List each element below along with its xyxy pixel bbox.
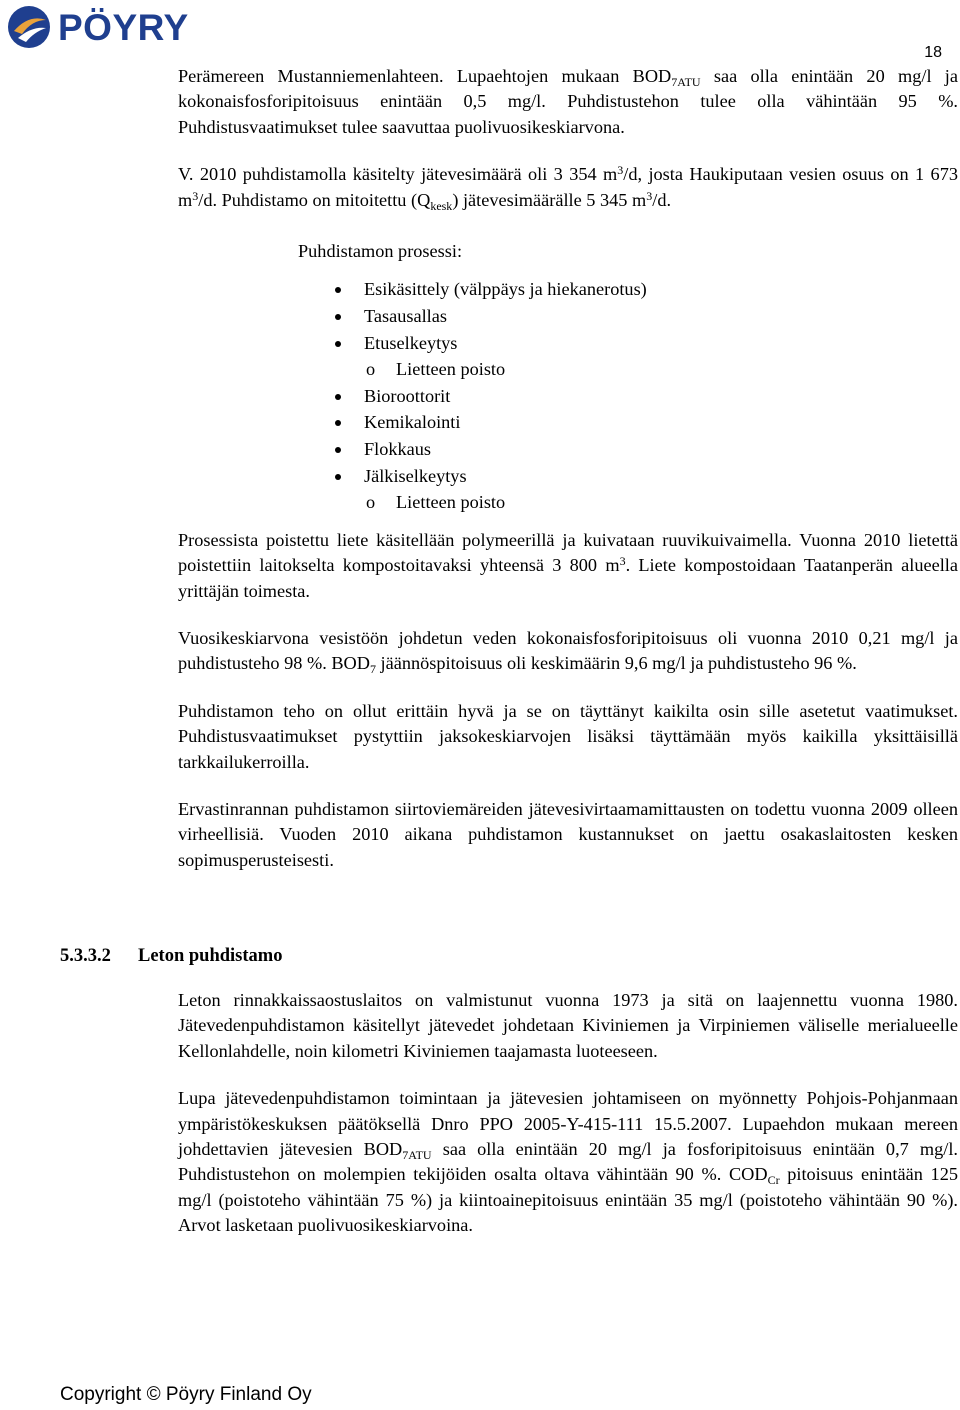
- section-heading: [60, 946, 282, 967]
- list-item: Jälkiselkeytys: [332, 463, 958, 490]
- sub-list-item: o Lietteen poisto: [366, 359, 506, 380]
- list-item: Etuselkeytys: [332, 330, 958, 357]
- list-item: Tasausallas: [332, 303, 958, 330]
- company-logo: [6, 4, 189, 50]
- measurement-paragraph: Ervastinrannan puhdistamon siirtoviemäreiden jätevesivirtaamamittausten on todettu vuonna 2009 olleen virheellisiä. Vuoden 2010 aikana puhdistamon kustannukset on jaettu osakaslaitosten kesken sopimusperusteisesti.: [178, 799, 958, 870]
- leto-permit-paragraph: Lupa jätevedenpuhdistamon toimintaan ja jätevesien johtamiseen on myönnetty Pohjois-Pohjanmaan ympäristökeskuksen päätöksellä Dnro PPO 2005-Y-415-111 15.5.2007. Lupaehdon mukaan mereen johdettavien jätevesien $BOD_{7ATU}$ saa olla enintään 20 mg/l ja fosforipitoisuus enintään 0,7 mg/l. Puhdistustehon on molempien tekijöiden osalta oltava vähintään 90 %. $COD_{Cr}$ pitoisuus enintään 125 mg/l (poistoteho vähintään 75 %) ja kiintoainepitoisuus enintään 35 mg/l (poistoteho vähintään 90 %). Arvot lasketaan puolivuosikeskiarvoina.: [178, 1088, 958, 1236]
- page-number: 18: [924, 44, 942, 61]
- logo-text: PÖYRY: [58, 6, 189, 48]
- leto-intro-paragraph: Leton rinnakkaissaostuslaitos on valmistunut vuonna 1973 ja sitä on laajennettu vuonna 1980. Jätevedenpuhdistamon käsitellyt jätevedet johdetaan Kiviniemen ja Virpiniemen väliselle merialueelle Kellonlahdelle, noin kilometri Kiviniemen taajamasta luoteeseen.: [178, 990, 958, 1061]
- process-title: Puhdistamon prosessi:: [298, 241, 463, 262]
- footer-copyright: Copyright © Pöyry Finland Oy: [60, 1384, 312, 1405]
- list-item: Bioroottorit: [332, 383, 958, 410]
- list-item: Flokkaus: [332, 436, 958, 463]
- leto-content: [178, 988, 958, 1239]
- volume-paragraph: V. 2010 puhdistamolla käsitelty jätevesimäärä oli 3 354 $m^3/d$, josta Haukiputaan vesien osuus on 1 673 $m^3/d$. Puhdistamo on mitoitettu $(Q_{kesk})$ jätevesimäärälle 5 345 $m^3/d$.: [178, 163, 958, 213]
- sludge-paragraph: Prosessista poistettu liete käsitellään polymeerillä ja kuivataan ruuvikuivaimella. Vuonna 2010 lietettä poistettiin laitokselta kompostoitavaksi yhteensä 3 800 $m^3$. Liete kompostoidaan Taatanperän alueella yrittäjän toimesta.: [178, 529, 958, 601]
- sub-list-item: o Lietteen poisto: [366, 492, 506, 513]
- intro-paragraph: Perämereen Mustanniemenlahteen. Lupaehtojen mukaan $BOD_{7ATU}$ saa olla enintään 20 mg/l ja kokonaisfosforipitoisuus enintään 0,5 mg/l. Puhdistustehon tulee olla vähintään 95 %. Puhdistusvaatimukset tulee saavuttaa puolivuosikeskiarvona.: [178, 66, 958, 137]
- results-paragraph: Vuosikeskiarvona vesistöön johdetun veden kokonaisfosforipitoisuus oli vuonna 2010 0,21 mg/l ja puhdistusteho 98 %. $BOD_7$ jäännöspitoisuus oli keskimäärin 9,6 mg/l ja puhdistusteho 96 %.: [178, 628, 958, 677]
- main-content: [178, 64, 958, 873]
- list-item: Kemikalointi: [332, 409, 958, 436]
- process-list: [332, 276, 958, 515]
- section-number: 5.3.3.2: [60, 946, 111, 966]
- poyry-logo-icon: [6, 4, 52, 50]
- list-item: Esikäsittely (välppäys ja hiekanerotus): [332, 276, 958, 303]
- section-title: Leton puhdistamo: [138, 946, 283, 966]
- performance-paragraph: Puhdistamon teho on ollut erittäin hyvä ja se on täyttänyt kaikilta osin sille asetetut vaatimukset. Puhdistusvaatimukset pystyttiin jaksokeskiarvojen lisäksi täyttämään myös kaikilla yksittäisillä tarkkailukerroilla.: [178, 700, 958, 772]
